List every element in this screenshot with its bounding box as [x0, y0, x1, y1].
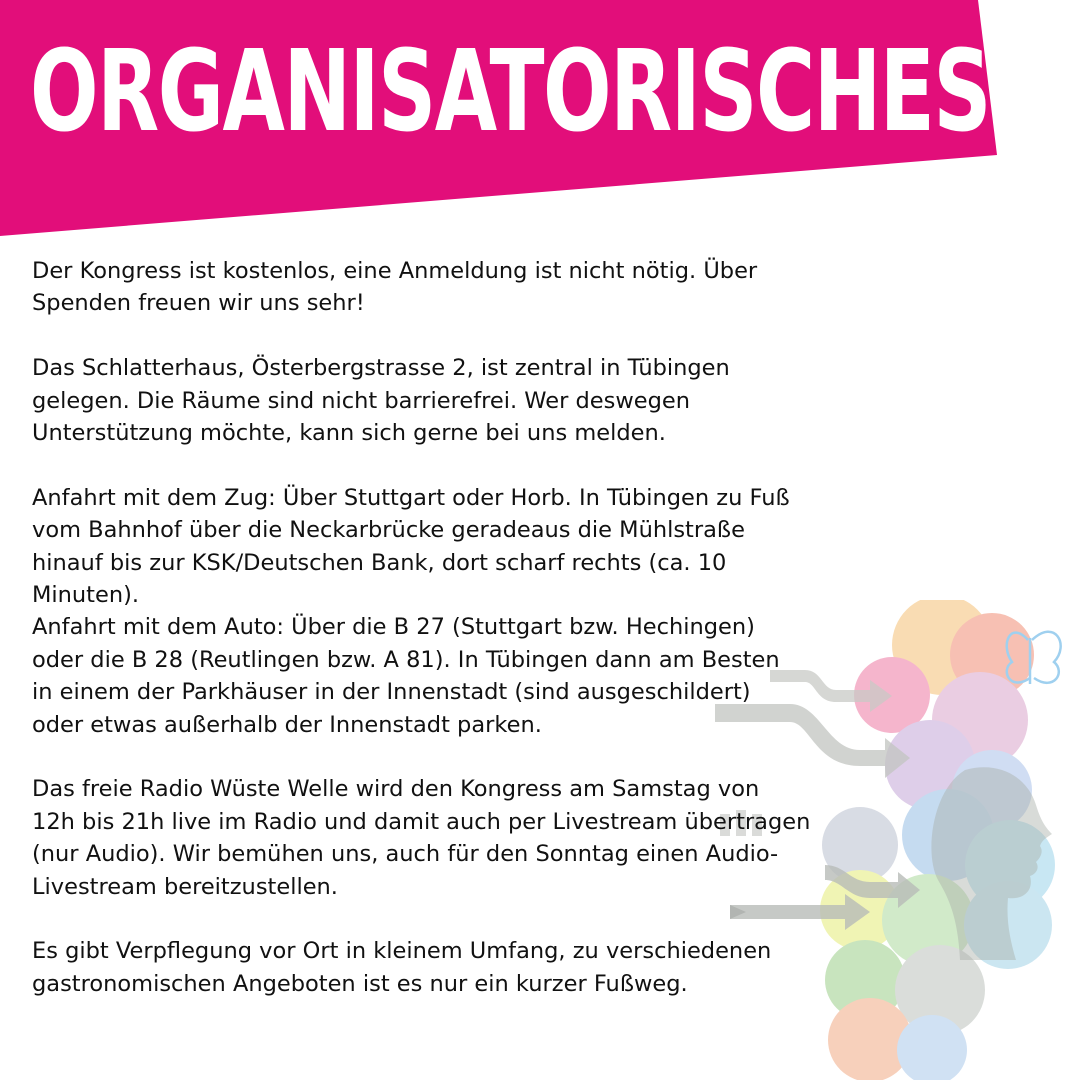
text-line: in einem der Parkhäuser in der Innenstadt (sind ausgeschildert)	[32, 679, 751, 706]
paragraph-catering	[32, 935, 1032, 1000]
text-line: oder die B 28 (Reutlingen bzw. A 81). In Tübingen dann am Besten	[32, 646, 780, 673]
paragraph-gap	[32, 320, 1032, 352]
text-line: gelegen. Die Räume sind nicht barrierefrei. Wer deswegen	[32, 387, 690, 414]
text-line: hinauf bis zur KSK/Deutschen Bank, dort scharf rechts (ca. 10	[32, 549, 727, 576]
paragraph-radio	[32, 773, 1032, 903]
text-line: Anfahrt mit dem Auto: Über die B 27 (Stuttgart bzw. Hechingen)	[32, 614, 755, 641]
text-line: Das Schlatterhaus, Österbergstrasse 2, ist zentral in Tübingen	[32, 355, 730, 382]
paragraph-gap	[32, 741, 1032, 773]
text-line: Es gibt Verpflegung vor Ort in kleinem Umfang, zu verschiedenen	[32, 938, 772, 965]
info-text	[32, 255, 1032, 1000]
text-line: Spenden freuen wir uns sehr!	[32, 290, 365, 317]
text-line: Anfahrt mit dem Zug: Über Stuttgart oder Horb. In Tübingen zu Fuß	[32, 484, 790, 511]
text-line: Unterstützung möchte, kann sich gerne bei uns melden.	[32, 420, 666, 447]
text-line: Der Kongress ist kostenlos, eine Anmeldung ist nicht nötig. Über	[32, 258, 758, 284]
text-line: gastronomischen Angeboten ist es nur ein kurzer Fußweg.	[32, 970, 688, 997]
text-line: Livestream bereitzustellen.	[32, 873, 338, 900]
text-line: Minuten).	[32, 582, 140, 609]
text-line: vom Bahnhof über die Neckarbrücke geradeaus die Mühlstraße	[32, 517, 745, 544]
paragraph-location	[32, 352, 1032, 449]
paragraph-gap	[32, 903, 1032, 935]
paragraph-gap	[32, 449, 1032, 481]
text-line: oder etwas außerhalb der Innenstadt parken.	[32, 711, 542, 738]
text-line: 12h bis 21h live im Radio und damit auch per Livestream übertragen	[32, 808, 811, 835]
paragraph-registration	[32, 255, 1032, 320]
page-title: ORGANISATORISCHES	[30, 27, 991, 157]
text-line: (nur Audio). Wir bemühen uns, auch für den Sonntag einen Audio-	[32, 841, 779, 868]
paragraph-directions	[32, 482, 1032, 741]
text-line: Das freie Radio Wüste Welle wird den Kongress am Samstag von	[32, 776, 760, 803]
